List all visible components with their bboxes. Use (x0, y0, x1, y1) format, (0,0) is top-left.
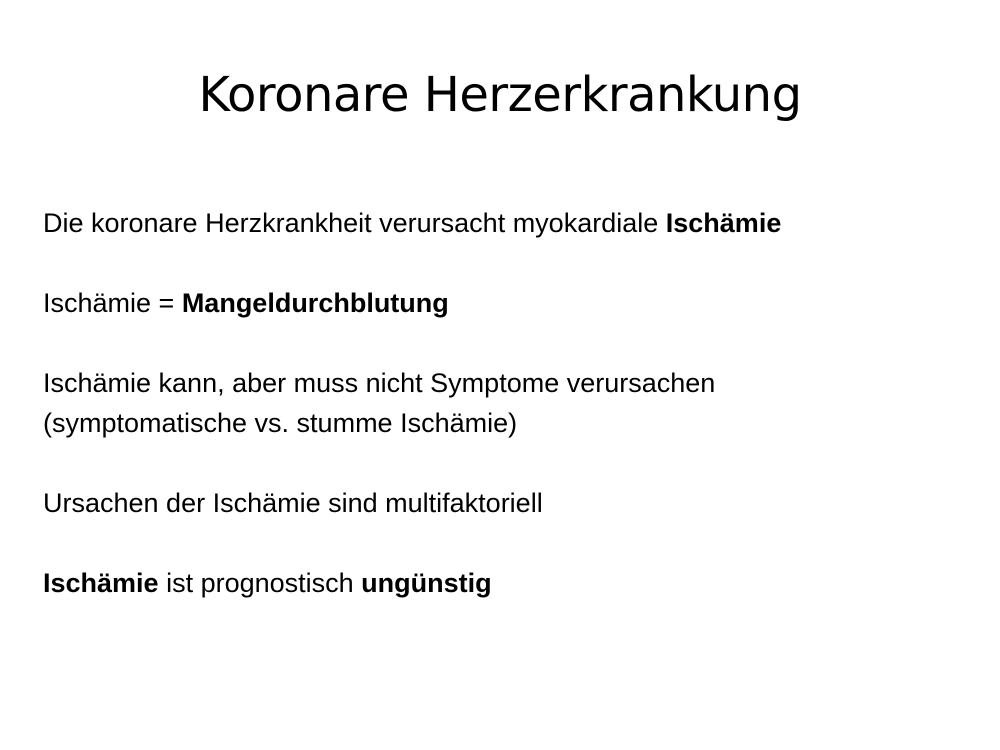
paragraph-1-text: Die koronare Herzkrankheit verursacht myokardiale (43, 208, 666, 238)
paragraph-5-bold-1: Ischämie (43, 568, 159, 598)
bullet-paragraph-1 (43, 203, 988, 243)
bullet-paragraph-5 (43, 563, 988, 603)
bullet-paragraph-3 (43, 363, 988, 443)
bullet-paragraph-2 (43, 283, 988, 323)
bullet-paragraph-4 (43, 483, 988, 523)
paragraph-3-line-1: Ischämie kann, aber muss nicht Symptome verursachen (43, 368, 716, 398)
paragraph-2-bold: Mangeldurchblutung (181, 288, 449, 318)
slide-body (43, 203, 988, 603)
paragraph-5-text: ist prognostisch (158, 568, 362, 598)
paragraph-5-bold-2: ungünstig (361, 568, 492, 598)
paragraph-1-bold: Ischämie (665, 208, 782, 238)
paragraph-3-line-2: (symptomatische vs. stumme Ischämie) (43, 408, 518, 438)
paragraph-4-text: Ursachen der Ischämie sind multifaktoriell (43, 488, 543, 518)
slide-title: Koronare Herzerkrankung (198, 67, 802, 123)
paragraph-2-text: Ischämie = (43, 288, 182, 318)
